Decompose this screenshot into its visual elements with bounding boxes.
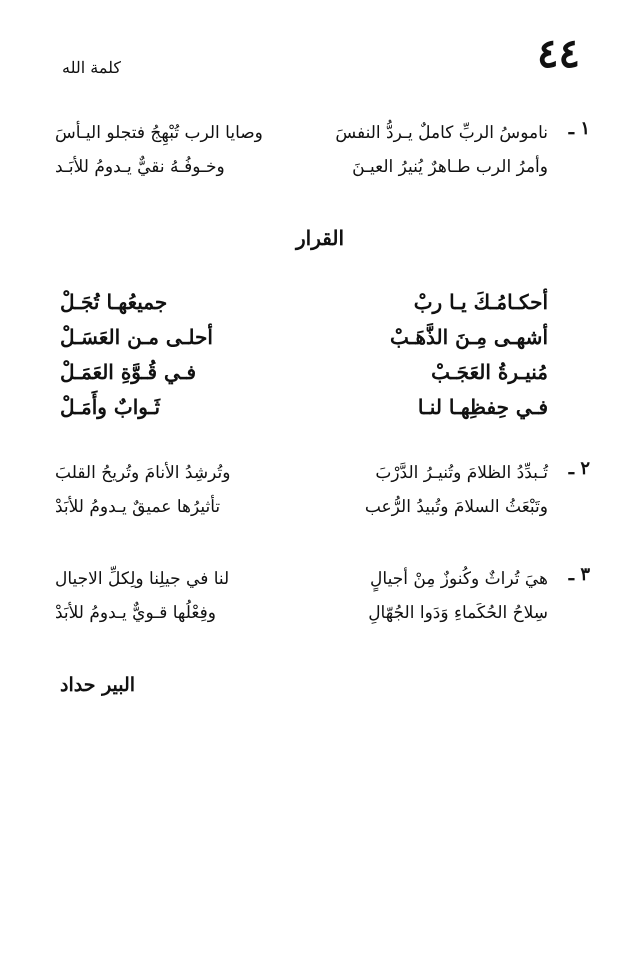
refrain-title: القرار — [295, 226, 345, 250]
verse-first-half: فـي حِفظِهـا لنـا — [417, 394, 548, 419]
verse-first-half: هيَ تُراثٌ وكُنوزٌ مِنْ أجيالٍ — [370, 569, 548, 589]
verse-line — [55, 456, 590, 490]
refrain — [60, 284, 548, 424]
verse-first-half: تُـبدِّدُ الظلامَ وتُنيـرُ الدَّرْبَ — [375, 463, 548, 483]
stanza-number: ٣ ـ — [568, 564, 590, 585]
stanza-2 — [55, 456, 590, 524]
author-name: البير حداد — [60, 674, 136, 696]
verse-line — [55, 150, 590, 184]
verse-first-half: أشهـى مِـنَ الذَّهَـبْ — [390, 324, 548, 349]
verse-second-half: ثَـوابٌ وأَمَـلْ — [60, 394, 161, 419]
refrain-line — [60, 284, 548, 319]
verse-line — [55, 596, 590, 630]
running-title: كلمة الله — [62, 58, 122, 77]
page-number: ٤٤ — [537, 30, 580, 77]
refrain-line — [60, 354, 548, 389]
verse-first-half: وأمرُ الرب طـاهرٌ يُنيرُ العيـنَ — [352, 157, 548, 177]
verse-second-half: وفِعْلُها قـويٌّ يـدومُ للأبَدْ — [55, 603, 216, 623]
refrain-line — [60, 319, 548, 354]
stanza-number: ١ ـ — [568, 118, 590, 139]
verse-second-half: وخـوفُـهُ نقيٌّ يـدومُ للأبَـد — [55, 157, 225, 177]
verse-line — [55, 490, 590, 524]
verse-line — [55, 116, 590, 150]
stanza-number: ٢ ـ — [568, 458, 590, 479]
verse-second-half: وصايا الرب تُبْهِجُ فتجلو اليـأسَ — [55, 123, 263, 143]
verse-second-half: أحلـى مـن العَسَـلْ — [60, 324, 213, 349]
stanza-3 — [55, 562, 590, 630]
refrain-line — [60, 389, 548, 424]
verse-line — [55, 562, 590, 596]
verse-first-half: ناموسُ الربِّ كاملٌ يـردُّ النفسَ — [335, 123, 548, 143]
verse-first-half: وتَبْعَثُ السلامَ وتُبيدُ الرُّعب — [364, 497, 548, 517]
verse-first-half: مُنيـرةُ العَجَـبْ — [431, 359, 548, 384]
verse-second-half: تأثيرُها عميقٌ يـدومُ للأبَدْ — [55, 497, 221, 517]
stanza-1 — [55, 116, 590, 184]
verse-second-half: جميعُهـا تُجَـلْ — [60, 289, 168, 314]
verse-second-half: لنا في جيلِنا ولِكلِّ الاجيال — [55, 569, 230, 589]
verse-second-half: وتُرشِدُ الأنامَ وتُريحُ القلبَ — [55, 463, 231, 483]
verse-second-half: فـي قُـوَّةِ العَمَـلْ — [60, 359, 197, 384]
verse-first-half: سِلاحُ الحُكَماءِ وَدَوا الجُهّالِ — [368, 603, 548, 623]
verse-first-half: أحكـامُـكَ يـا ربْ — [413, 289, 548, 314]
